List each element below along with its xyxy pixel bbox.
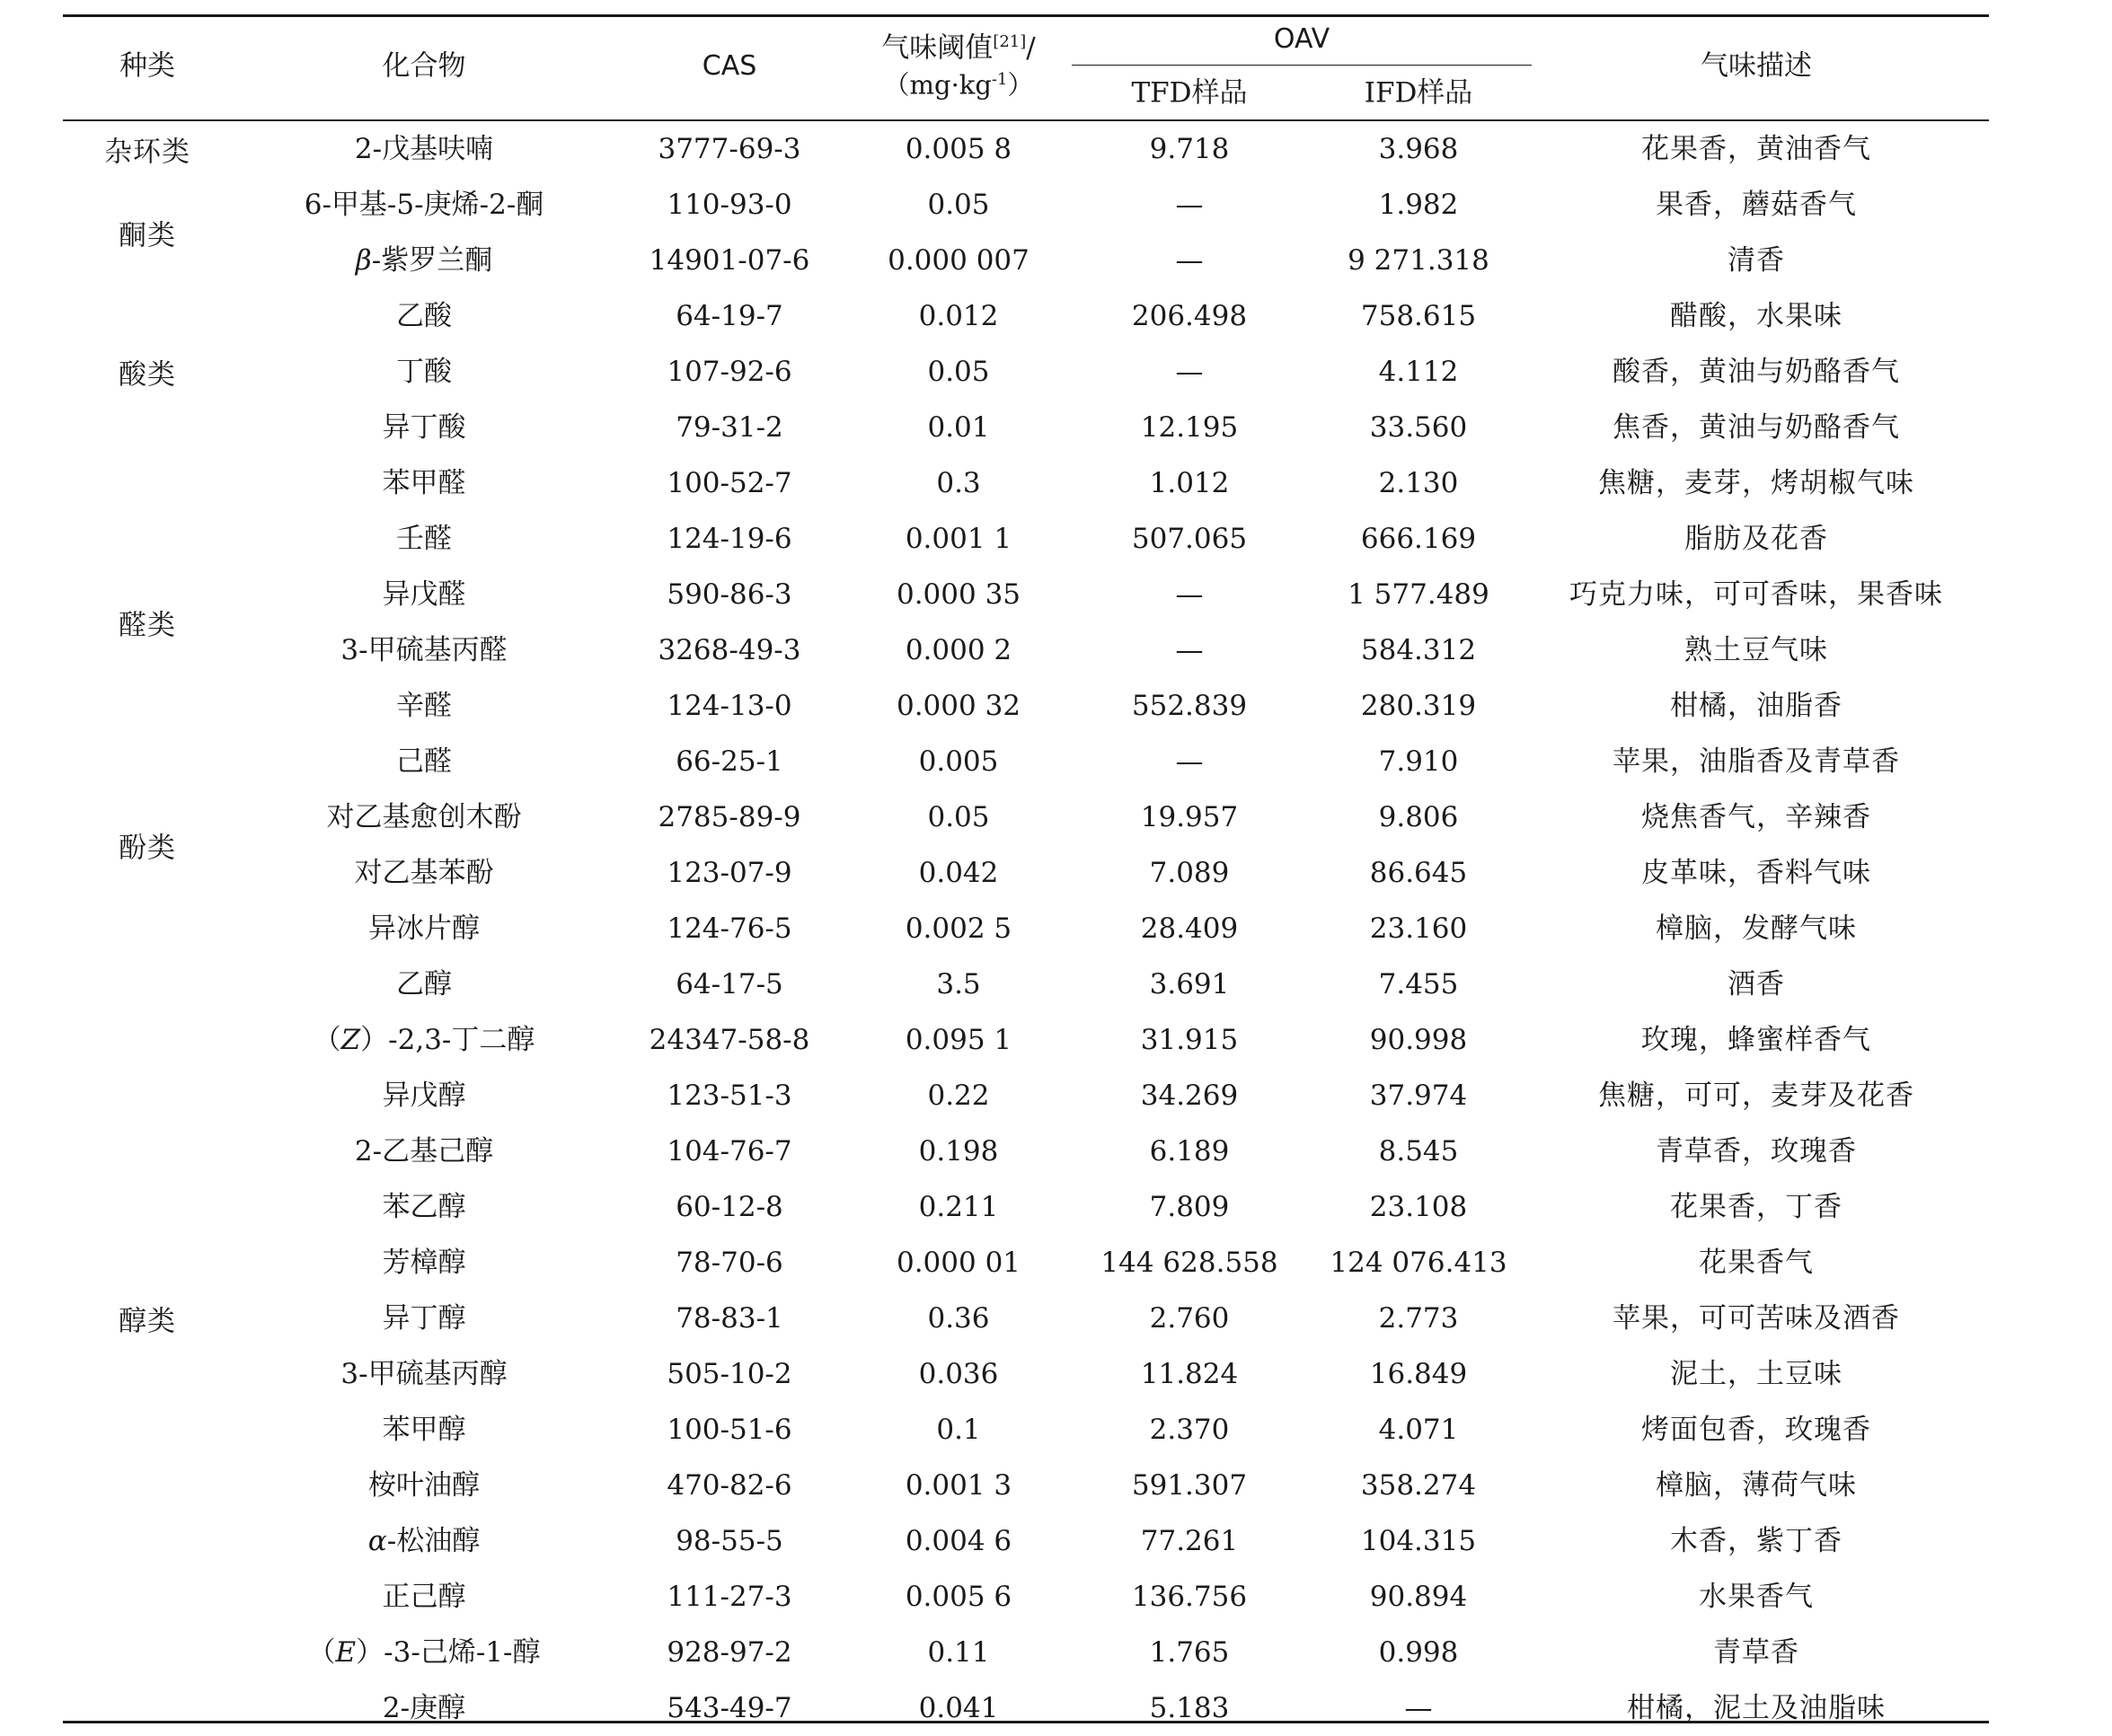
odor-description: 花果香，黄油香气 [1641,133,1871,165]
oav-group-rule [1072,65,1532,66]
category-label: 酮类 [119,219,176,252]
cas-number: 928-97-2 [667,1636,792,1669]
oav-ifd: 90.894 [1369,1581,1468,1613]
compound-name [244,789,604,845]
oav-ifd: 280.319 [1360,690,1477,722]
oav-tfd: 2.370 [1149,1414,1230,1446]
odor-description: 焦糖，可可，麦芽及花香 [1598,1079,1914,1112]
oav-tfd: 5.183 [1149,1692,1230,1724]
table-row [63,1346,1989,1402]
odor-threshold: 0.001 3 [905,1469,1012,1502]
table-row [63,956,1989,1012]
oav-ifd: 23.160 [1369,912,1468,945]
header-threshold-slash: / [1026,31,1036,65]
odor-description: 水果香气 [1699,1581,1814,1613]
odor-description: 果香，蘑菇香气 [1656,189,1857,221]
compound-name [244,288,604,344]
oav-ifd: 358.274 [1360,1469,1477,1502]
oav-ifd: 124 076.413 [1330,1247,1507,1279]
oav-ifd: 7.455 [1378,968,1459,1000]
cas-number: 110-93-0 [667,189,792,221]
oav-tfd: 11.824 [1140,1358,1239,1390]
table-row [63,1179,1989,1235]
odor-threshold: 0.004 6 [905,1525,1012,1557]
cas-number: 107-92-6 [667,356,792,388]
compound-label: ）-3-己烯-1-醇 [356,1636,541,1669]
compound-name [244,344,604,400]
odor-threshold: 0.041 [918,1692,999,1724]
cas-number: 3268-49-3 [658,634,801,666]
table-row [63,1625,1989,1680]
cas-number: 104-76-7 [667,1135,792,1168]
oav-ifd: 4.071 [1378,1414,1459,1446]
category-label: 酚类 [119,832,176,865]
compound-name [244,1680,604,1736]
oav-tfd: 1.765 [1149,1636,1230,1669]
odor-threshold: 3.5 [936,968,981,1000]
compound-label: 异戊醇 [382,1079,466,1112]
oav-tfd: — [1175,745,1204,778]
compound-name [244,734,604,789]
odor-threshold: 0.1 [936,1414,981,1446]
compound-name [244,845,604,901]
table-row [63,511,1989,567]
odor-threshold: 0.000 35 [896,578,1021,611]
odor-description: 烧焦香气，辛辣香 [1641,801,1871,833]
compound-label: 异冰片醇 [368,912,480,945]
compound-label: 苯甲醛 [382,467,466,499]
oav-ifd: 9.806 [1378,801,1459,833]
oav-tfd: 591.307 [1131,1469,1248,1502]
odor-threshold: 0.05 [927,356,990,388]
cas-number: 14901-07-6 [649,244,810,277]
header-compound: 化合物 [382,49,466,83]
header-threshold [881,31,1035,65]
compound-label: 2-乙基己醇 [354,1135,494,1168]
cas-number: 124-76-5 [667,912,792,945]
oav-tfd: — [1175,189,1204,221]
cas-number: 60-12-8 [676,1191,783,1223]
header-threshold-unit: $(mg\cdot kg^{-1})$ [883,69,1034,101]
cas-number: 64-19-7 [676,300,783,332]
odor-description: 花果香气 [1699,1247,1814,1279]
cas-number: 3777-69-3 [658,133,801,165]
table-row [63,1235,1989,1291]
oav-tfd: — [1175,578,1204,611]
table-row [63,1402,1989,1458]
compound-stereo-symbol: E [335,1636,357,1669]
compound-name [244,400,604,455]
cas-number: 98-55-5 [676,1525,783,1557]
oav-tfd: 507.065 [1131,523,1248,555]
odor-threshold: 0.211 [918,1191,999,1223]
odor-description: 玫瑰，蜂蜜样香气 [1641,1024,1871,1056]
category-label: 杂环类 [104,136,190,169]
oav-ifd: 33.560 [1369,411,1468,444]
table-row [63,233,1989,288]
table-row [63,1680,1989,1736]
odor-description: 泥土，土豆味 [1670,1358,1842,1390]
odor-description: 巧克力味，可可香味，果香味 [1569,578,1943,611]
compound-label: 3-甲硫基丙醛 [340,634,508,666]
compound-prefix: （ [313,1024,341,1056]
compound-label: 异丁醇 [382,1302,466,1335]
odor-description: 樟脑，薄荷气味 [1656,1469,1857,1502]
oav-tfd: 12.195 [1140,411,1239,444]
header-ifd: IFD样品 [1364,76,1473,110]
table-row [63,622,1989,678]
odor-description: 苹果，油脂香及青草香 [1613,745,1900,778]
oav-ifd: 3.968 [1378,133,1459,165]
compound-stereo-symbol: α [367,1525,387,1557]
table-row [63,901,1989,956]
odor-threshold: 0.095 1 [905,1024,1012,1056]
odor-threshold: 0.198 [918,1135,999,1168]
odor-description: 皮革味，香料气味 [1641,857,1871,889]
odor-description: 樟脑，发酵气味 [1656,912,1857,945]
oav-tfd: 9.718 [1149,133,1230,165]
cas-number: 100-52-7 [667,467,792,499]
table-row [63,1068,1989,1124]
odor-threshold: 0.042 [918,857,999,889]
oav-tfd: 6.189 [1149,1135,1230,1168]
compound-label: 壬醛 [396,523,452,555]
category-label: 醇类 [119,1305,176,1338]
odor-threshold: 0.012 [918,300,999,332]
odor-description: 熟土豆气味 [1684,634,1828,666]
oav-ifd: 666.169 [1360,523,1477,555]
oav-tfd: — [1175,634,1204,666]
oav-ifd: 2.773 [1378,1302,1459,1335]
odor-threshold: 0.05 [927,189,990,221]
oav-ifd: 16.849 [1369,1358,1468,1390]
table-row [63,344,1989,400]
compound-label: 3-甲硫基丙醇 [340,1358,508,1390]
table-row [63,567,1989,622]
compound-label: 对乙基愈创木酚 [326,801,522,833]
odor-threshold: 0.000 007 [888,244,1029,277]
table-row [63,1291,1989,1346]
compound-name [244,511,604,567]
table-row [63,1124,1989,1179]
odor-description: 酒香 [1728,968,1785,1000]
compound-name [244,455,604,511]
oav-tfd: 2.760 [1149,1302,1230,1335]
table-row [63,789,1989,845]
odor-threshold: 0.005 6 [905,1581,1012,1613]
compound-name [244,567,604,622]
compound-stereo-symbol: Z [340,1024,361,1056]
odor-threshold: 0.22 [927,1079,990,1112]
odor-description: 酸香，黄油与奶酪香气 [1613,356,1900,388]
cas-number: 66-25-1 [676,745,783,778]
compound-label: -松油醇 [386,1525,481,1557]
odor-description: 柑橘，泥土及油脂味 [1627,1692,1886,1724]
cas-number: 111-27-3 [667,1581,792,1613]
compound-name [244,1513,604,1569]
compound-label: -紫罗兰酮 [371,244,493,277]
compound-label: 苯乙醇 [382,1191,466,1223]
oav-tfd: 3.691 [1149,968,1230,1000]
table-row [63,1012,1989,1068]
odor-threshold: 0.005 [918,745,999,778]
table-row [63,1513,1989,1569]
odor-description: 烤面包香，玫瑰香 [1641,1414,1871,1446]
table-row [63,288,1989,344]
oav-ifd: 1 577.489 [1348,578,1489,611]
header-oav: OAV [1273,23,1330,55]
category-label: 酸类 [119,358,176,392]
cas-number: 24347-58-8 [649,1024,810,1056]
table-row [63,1569,1989,1625]
odor-threshold: 0.3 [936,467,981,499]
cas-number: 78-83-1 [676,1302,783,1335]
table-top-rule [63,14,1989,17]
header-tfd: TFD样品 [1131,76,1248,110]
oav-ifd: 2.130 [1378,467,1459,499]
oav-ifd: — [1404,1692,1433,1724]
odor-threshold: 0.11 [927,1636,990,1669]
oav-tfd: 77.261 [1140,1525,1239,1557]
compound-name [244,1068,604,1124]
oav-tfd: — [1175,244,1204,277]
cas-number: 123-07-9 [667,857,792,889]
compound-name [244,622,604,678]
odor-description: 柑橘，油脂香 [1670,690,1842,722]
cas-number: 78-70-6 [676,1247,783,1279]
compound-name [244,1012,604,1068]
compound-name [244,1458,604,1513]
oav-tfd: 136.756 [1131,1581,1248,1613]
oav-ifd: 9 271.318 [1348,244,1489,277]
table-row [63,1458,1989,1513]
odor-threshold: 0.000 01 [896,1247,1021,1279]
oav-tfd: 19.957 [1140,801,1239,833]
oav-ifd: 8.545 [1378,1135,1459,1168]
compound-label: 辛醛 [396,690,452,722]
oav-ifd: 0.998 [1378,1636,1459,1669]
odor-threshold: 0.036 [918,1358,999,1390]
odor-threshold: 0.05 [927,801,990,833]
compound-label: 己醛 [396,745,452,778]
cas-number: 124-19-6 [667,523,792,555]
odor-threshold: 0.000 2 [905,634,1012,666]
compound-label: 丁酸 [396,356,452,388]
compound-label: 乙醇 [396,968,452,1000]
oav-tfd: — [1175,356,1204,388]
oav-ifd: 90.998 [1369,1024,1468,1056]
odor-description: 花果香，丁香 [1670,1191,1842,1223]
header-odor: 气味描述 [1701,49,1812,83]
odor-threshold: 0.36 [927,1302,990,1335]
compound-name [244,1235,604,1291]
cas-number: 124-13-0 [667,690,792,722]
cas-number: 79-31-2 [676,411,783,444]
header-category: 种类 [119,49,175,83]
compound-name [244,233,604,288]
oav-ifd: 758.615 [1360,300,1477,332]
oav-tfd: 144 628.558 [1100,1247,1278,1279]
compound-label: ）-2,3-丁二醇 [360,1024,535,1056]
compound-label: 对乙基苯酚 [354,857,494,889]
compound-name [244,1625,604,1680]
odor-threshold: 0.01 [927,411,990,444]
cas-number: 64-17-5 [676,968,783,1000]
odor-description: 脂肪及花香 [1684,523,1828,555]
cas-number: 543-49-7 [667,1692,792,1724]
odor-description: 醋酸，水果味 [1670,300,1842,332]
compound-name [244,121,604,177]
compound-name [244,956,604,1012]
odor-description: 苹果，可可苦味及酒香 [1613,1302,1900,1335]
oav-tfd: 31.915 [1140,1024,1239,1056]
odor-threshold: 0.002 5 [905,912,1012,945]
table-row [63,845,1989,901]
compound-label: 6-甲基-5-庚烯-2-酮 [304,189,544,221]
compound-label: 异戊醛 [382,578,466,611]
compound-name [244,177,604,233]
compound-name [244,1124,604,1179]
oav-tfd: 7.089 [1149,857,1230,889]
odor-description: 木香，紫丁香 [1670,1525,1842,1557]
header-threshold-ref: [21] [993,32,1027,52]
table-row [63,121,1989,177]
oav-tfd: 206.498 [1131,300,1248,332]
oav-ifd: 1.982 [1378,189,1459,221]
cas-number: 100-51-6 [667,1414,792,1446]
oav-ifd: 86.645 [1369,857,1468,889]
compound-label: 2-戊基呋喃 [354,133,494,165]
oav-tfd: 34.269 [1140,1079,1239,1112]
oav-ifd: 4.112 [1378,356,1459,388]
compound-label: 2-庚醇 [382,1692,466,1724]
compound-label: 苯甲醇 [382,1414,466,1446]
table-row [63,678,1989,734]
odor-description: 焦香，黄油与奶酪香气 [1613,411,1900,444]
compound-name [244,1291,604,1346]
header-cas: CAS [702,50,757,82]
table-row [63,734,1989,789]
odor-threshold: 0.001 1 [905,523,1012,555]
table-row [63,177,1989,233]
odor-threshold: 0.000 32 [896,690,1021,722]
odor-description: 青草香 [1713,1636,1799,1669]
odor-description: 青草香，玫瑰香 [1656,1135,1857,1168]
cas-number: 470-82-6 [667,1469,792,1502]
compound-name [244,678,604,734]
oav-ifd: 37.974 [1369,1079,1468,1112]
compound-label: 芳樟醇 [382,1247,466,1279]
oav-ifd: 104.315 [1360,1525,1477,1557]
compound-label: 正己醇 [382,1581,466,1613]
oav-tfd: 7.809 [1149,1191,1230,1223]
oav-ifd: 7.910 [1378,745,1459,778]
compound-stereo-symbol: β [355,244,372,277]
compound-label: 异丁酸 [382,411,466,444]
cas-number: 505-10-2 [667,1358,792,1390]
table-row [63,400,1989,455]
compound-name [244,1346,604,1402]
compound-label: 乙酸 [396,300,452,332]
compound-name [244,1569,604,1625]
compound-name [244,1179,604,1235]
odor-description: 清香 [1728,244,1785,277]
cas-number: 590-86-3 [667,578,792,611]
oav-tfd: 552.839 [1131,690,1248,722]
compound-name [244,901,604,956]
table-row [63,455,1989,511]
oav-ifd: 23.108 [1369,1191,1468,1223]
header-threshold-label: 气味阈值 [881,31,994,65]
oav-tfd: 28.409 [1140,912,1239,945]
cas-number: 123-51-3 [667,1079,792,1112]
oav-tfd: 1.012 [1149,467,1230,499]
compound-prefix: （ [307,1636,336,1669]
compound-name [244,1402,604,1458]
category-label: 醛类 [119,609,176,642]
cas-number: 2785-89-9 [658,801,801,833]
compound-label: 桉叶油醇 [368,1469,480,1502]
oav-ifd: 584.312 [1360,634,1477,666]
odor-threshold: 0.005 8 [905,133,1012,165]
odor-description: 焦糖，麦芽，烤胡椒气味 [1598,467,1914,499]
